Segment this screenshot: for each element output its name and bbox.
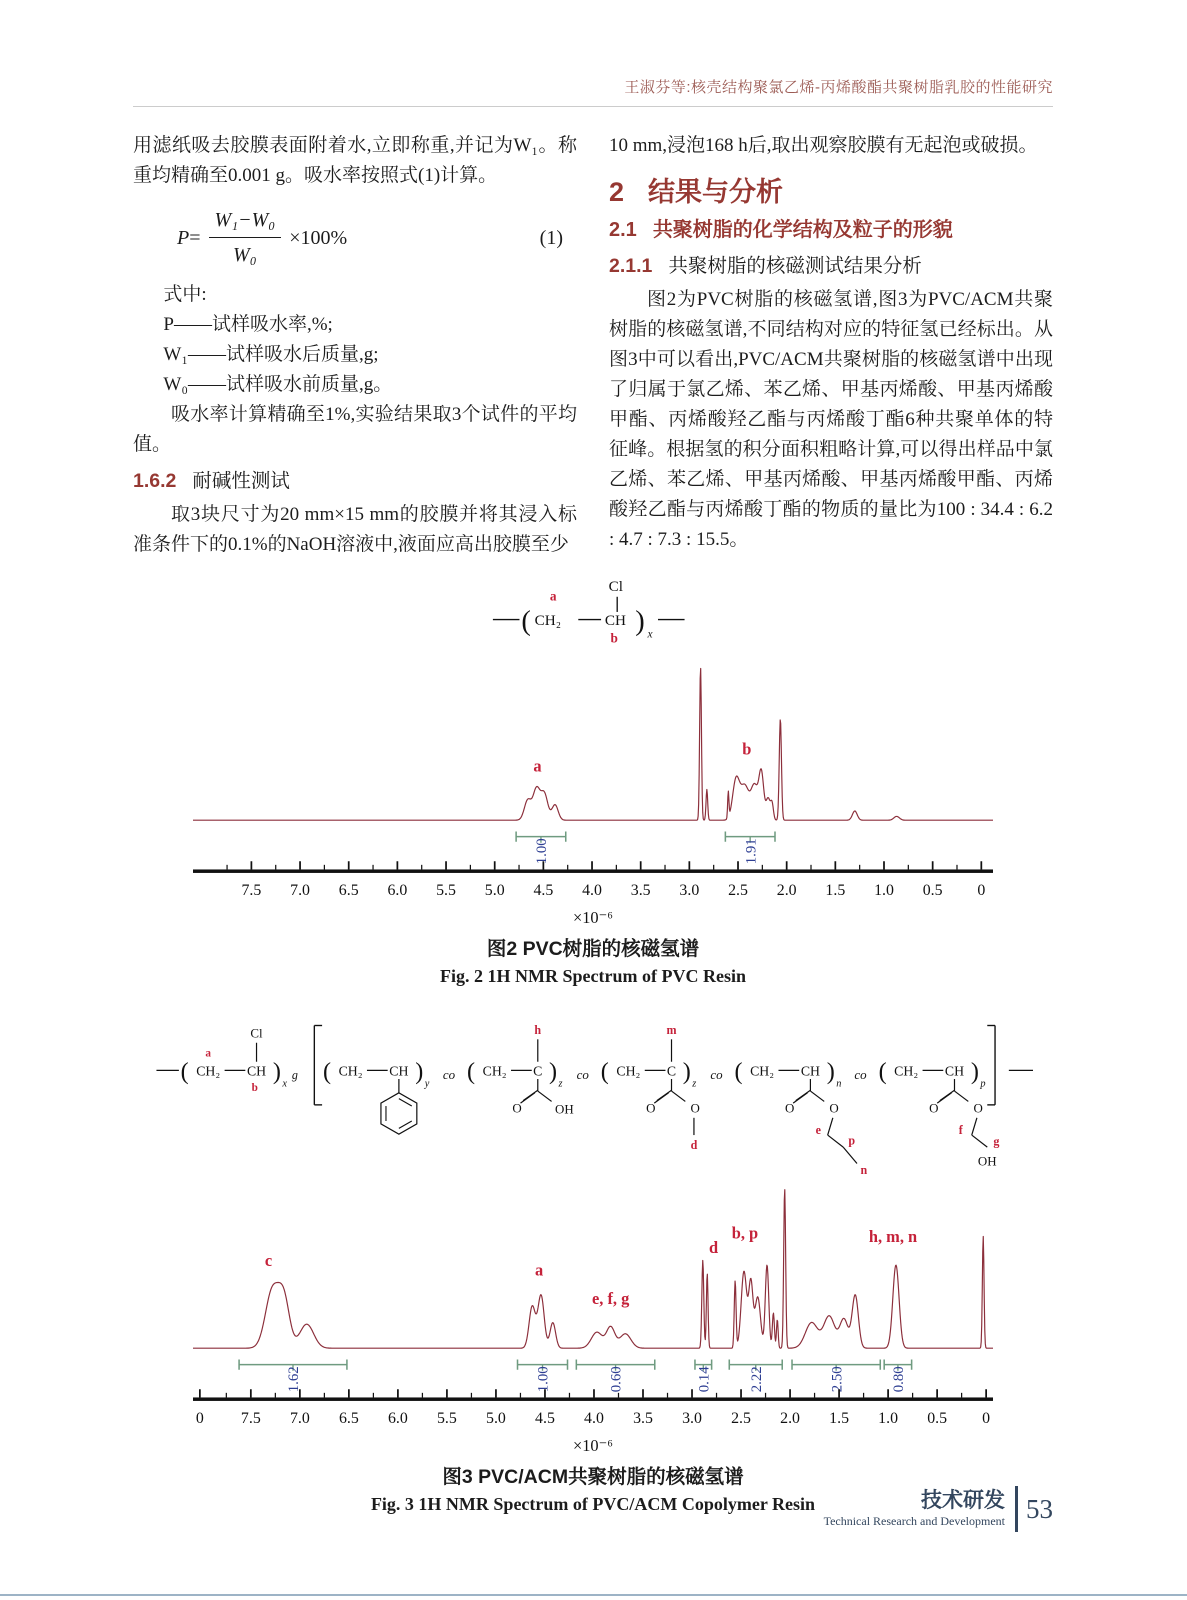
footer-section bbox=[824, 1490, 1005, 1529]
footer-section-en: Technical Research and Development bbox=[823, 1513, 1005, 1528]
heading-number: 2 bbox=[609, 177, 625, 207]
svg-text:p: p bbox=[848, 1133, 856, 1148]
fraction-numerator: W₁−W₀ bbox=[209, 205, 282, 238]
svg-text:(: ( bbox=[322, 1057, 332, 1085]
left-column bbox=[133, 131, 577, 560]
pvc-acm-nmr-spectrum bbox=[193, 1180, 993, 1459]
svg-text:O: O bbox=[646, 1100, 656, 1116]
svg-text:0.14: 0.14 bbox=[696, 1366, 713, 1393]
svg-text:(: ( bbox=[600, 1057, 609, 1085]
paragraph: 吸水率计算精确至1%,实验结果取3个试件的平均值。 bbox=[133, 404, 577, 455]
svg-text:2.0: 2.0 bbox=[776, 882, 797, 900]
svg-text:0: 0 bbox=[982, 1410, 991, 1428]
svg-text:n: n bbox=[860, 1162, 868, 1177]
svg-text:6.0: 6.0 bbox=[387, 1410, 408, 1428]
right-column bbox=[609, 131, 1053, 560]
svg-text:3.5: 3.5 bbox=[633, 1410, 653, 1428]
svg-text:): ) bbox=[415, 1057, 424, 1085]
paragraph: 取3块尺寸为20 mm×15 mm的胶膜并将其浸入标准条件下的0.1%的NaOH溶液中,液面应高出胶膜至少 bbox=[133, 504, 577, 555]
svg-text:c: c bbox=[264, 1250, 273, 1270]
svg-text:Cl: Cl bbox=[250, 1025, 263, 1041]
svg-text:6.5: 6.5 bbox=[338, 882, 359, 900]
definition-W0: W₀——试样吸水前质量,g。 bbox=[163, 374, 393, 395]
svg-text:x: x bbox=[282, 1078, 288, 1090]
svg-text:6.0: 6.0 bbox=[387, 882, 408, 900]
figure-2-caption-zh: 图2 PVC树脂的核磁氢谱 bbox=[486, 938, 700, 960]
svg-text:CH₂: CH₂ bbox=[616, 1063, 641, 1079]
svg-text:d: d bbox=[709, 1238, 719, 1258]
svg-text:CH₂: CH₂ bbox=[534, 612, 562, 630]
svg-text:0.5: 0.5 bbox=[927, 1410, 948, 1428]
svg-text:y: y bbox=[424, 1078, 430, 1090]
svg-text:CH: CH bbox=[944, 1063, 965, 1079]
svg-text:OH: OH bbox=[977, 1153, 997, 1169]
svg-text:): ) bbox=[635, 605, 645, 637]
heading-title: 共聚树脂的核磁测试结果分析 bbox=[668, 255, 922, 277]
svg-text:e, f, g: e, f, g bbox=[591, 1289, 630, 1309]
svg-text:CH₂: CH₂ bbox=[482, 1063, 507, 1079]
page-number: 53 bbox=[1026, 1493, 1053, 1524]
svg-text:CH: CH bbox=[389, 1063, 409, 1079]
formula-times: ×100% bbox=[289, 226, 348, 249]
paragraph: 图2为PVC树脂的核磁氢谱,图3为PVC/ACM共聚树脂的核磁氢谱,不同结构对应的特征氢已经标出。从图3中可以看出,PVC/ACM共聚树脂的核磁氢谱中出现了归属于氯乙烯、苯乙烯、甲基丙烯酸、甲基丙烯酸甲酯、丙烯酸羟乙酯与丙烯酸丁酯6种共聚单体的特征峰。根据氢的积分面积粗略计算,可以得出样品中氯乙烯、苯乙烯、甲基丙烯酸、甲基丙烯酸甲酯、丙烯酸羟乙酯与丙烯酸丁酯的物质的量比为100 : 34.4 : 6.2 : 4.7 : 7.3 : 15.5。 bbox=[609, 289, 1053, 550]
svg-text:co: co bbox=[576, 1066, 589, 1082]
svg-text:6.5: 6.5 bbox=[338, 1410, 359, 1428]
svg-text:1.91: 1.91 bbox=[743, 838, 760, 865]
svg-text:co: co bbox=[710, 1066, 723, 1082]
figure-3 bbox=[133, 1003, 1053, 1515]
equation-1 bbox=[177, 205, 577, 270]
two-column-text bbox=[133, 131, 1053, 560]
svg-text:a: a bbox=[533, 756, 542, 776]
formula-lhs: P bbox=[177, 226, 190, 249]
svg-text:7.0: 7.0 bbox=[290, 882, 310, 900]
svg-text:CH₂: CH₂ bbox=[338, 1063, 363, 1079]
svg-text:): ) bbox=[272, 1057, 281, 1085]
svg-text:4.0: 4.0 bbox=[584, 1410, 604, 1428]
svg-text:1.62: 1.62 bbox=[286, 1366, 303, 1393]
svg-text:1.00: 1.00 bbox=[535, 1366, 552, 1393]
figure-3-caption-zh: 图3 PVC/ACM共聚树脂的核磁氢谱 bbox=[442, 1466, 744, 1488]
svg-text:f: f bbox=[958, 1123, 963, 1138]
bottom-rule bbox=[0, 1594, 1187, 1596]
svg-text:5.0: 5.0 bbox=[486, 1410, 506, 1428]
svg-text:a: a bbox=[549, 588, 557, 604]
svg-text:3.5: 3.5 bbox=[630, 882, 651, 900]
svg-text:2.5: 2.5 bbox=[731, 1410, 751, 1428]
heading-number: 2.1.1 bbox=[609, 255, 653, 277]
svg-text:): ) bbox=[826, 1057, 835, 1085]
section-number: 1.6.2 bbox=[133, 470, 177, 492]
svg-text:m: m bbox=[666, 1023, 677, 1038]
svg-text:b: b bbox=[251, 1082, 258, 1095]
svg-text:4.5: 4.5 bbox=[533, 882, 554, 900]
svg-text:0.5: 0.5 bbox=[922, 882, 943, 900]
svg-text:O: O bbox=[829, 1100, 839, 1116]
svg-text:O: O bbox=[690, 1100, 700, 1116]
svg-text:0: 0 bbox=[195, 1410, 204, 1428]
svg-text:7.0: 7.0 bbox=[289, 1410, 310, 1428]
svg-text:5.5: 5.5 bbox=[436, 1410, 457, 1428]
svg-text:7.5: 7.5 bbox=[240, 1410, 261, 1428]
pvc-nmr-spectrum bbox=[193, 652, 993, 931]
svg-text:1.5: 1.5 bbox=[829, 1410, 850, 1428]
svg-text:×10⁻⁶: ×10⁻⁶ bbox=[572, 1435, 614, 1455]
pvc-structure-diagram bbox=[491, 570, 695, 652]
svg-text:g: g bbox=[993, 1134, 1000, 1149]
formula-eq: = bbox=[189, 226, 201, 249]
svg-text:2.0: 2.0 bbox=[780, 1410, 800, 1428]
svg-text:5.5: 5.5 bbox=[436, 882, 456, 900]
svg-text:p: p bbox=[980, 1078, 986, 1090]
svg-text:CH₂: CH₂ bbox=[196, 1063, 221, 1079]
svg-text:CH₂: CH₂ bbox=[894, 1063, 919, 1079]
svg-text:h: h bbox=[534, 1023, 542, 1038]
formula-fraction bbox=[209, 205, 282, 270]
svg-text:x: x bbox=[647, 628, 653, 641]
definition-P: P——试样吸水率,%; bbox=[163, 314, 333, 335]
svg-text:0.80: 0.80 bbox=[891, 1366, 908, 1393]
where-label: 式中: bbox=[163, 284, 207, 305]
svg-text:b, p: b, p bbox=[731, 1223, 759, 1243]
svg-text:g: g bbox=[291, 1067, 298, 1082]
heading-number: 2.1 bbox=[609, 219, 637, 241]
svg-text:b: b bbox=[610, 630, 618, 646]
svg-text:(: ( bbox=[878, 1057, 887, 1085]
equation-number: (1) bbox=[539, 226, 563, 249]
svg-text:O: O bbox=[512, 1100, 522, 1116]
svg-text:CH₂: CH₂ bbox=[750, 1063, 775, 1079]
svg-text:(: ( bbox=[467, 1057, 476, 1085]
svg-text:z: z bbox=[558, 1078, 563, 1090]
svg-text:): ) bbox=[549, 1057, 558, 1085]
svg-text:(: ( bbox=[734, 1057, 743, 1085]
paragraph: 用滤纸吸去胶膜表面附着水,立即称重,并记为W₁。称重均精确至0.001 g。吸水率按照式(1)计算。 bbox=[133, 135, 577, 186]
heading-2 bbox=[609, 177, 1053, 207]
svg-text:Cl: Cl bbox=[608, 578, 623, 596]
heading-title: 结果与分析 bbox=[648, 177, 784, 207]
svg-text:2.5: 2.5 bbox=[728, 882, 748, 900]
svg-text:4.5: 4.5 bbox=[535, 1410, 555, 1428]
svg-text:0.60: 0.60 bbox=[608, 1366, 625, 1393]
page-content bbox=[133, 0, 1053, 1515]
svg-text:h, m, n: h, m, n bbox=[868, 1226, 918, 1246]
svg-text:(: ( bbox=[180, 1057, 189, 1085]
svg-text:CH: CH bbox=[246, 1063, 267, 1079]
svg-text:3.0: 3.0 bbox=[679, 882, 700, 900]
section-1-6-2 bbox=[133, 466, 577, 496]
header-rule bbox=[133, 106, 1053, 107]
svg-text:1.0: 1.0 bbox=[878, 1410, 899, 1428]
svg-text:1.0: 1.0 bbox=[874, 882, 894, 900]
pvc-acm-structure-diagram bbox=[153, 1003, 1033, 1180]
svg-text:×10⁻⁶: ×10⁻⁶ bbox=[572, 907, 614, 927]
svg-text:4.0: 4.0 bbox=[582, 882, 602, 900]
svg-text:CH: CH bbox=[800, 1063, 820, 1079]
svg-text:O: O bbox=[929, 1100, 939, 1116]
heading-2-1 bbox=[609, 215, 1053, 245]
svg-text:C: C bbox=[533, 1063, 543, 1079]
svg-text:b: b bbox=[742, 739, 752, 759]
definition-W1: W₁——试样吸水后质量,g; bbox=[163, 344, 379, 365]
svg-text:z: z bbox=[692, 1078, 697, 1090]
footer-section-zh: 技术研发 bbox=[921, 1488, 1005, 1512]
svg-text:a: a bbox=[534, 1260, 544, 1280]
svg-text:co: co bbox=[854, 1066, 867, 1082]
figure-3-caption-en: Fig. 3 1H NMR Spectrum of PVC/ACM Copolymer Resin bbox=[370, 1494, 816, 1514]
svg-text:e: e bbox=[815, 1123, 821, 1138]
paragraph: 10 mm,浸泡168 h后,取出观察胶膜有无起泡或破损。 bbox=[609, 135, 1038, 156]
svg-text:O: O bbox=[973, 1100, 983, 1116]
svg-text:n: n bbox=[836, 1078, 842, 1090]
section-title: 耐碱性测试 bbox=[192, 470, 290, 492]
svg-text:0: 0 bbox=[977, 882, 986, 900]
svg-text:1.00: 1.00 bbox=[534, 838, 551, 865]
heading-2-1-1 bbox=[609, 251, 1053, 281]
page-footer bbox=[824, 1486, 1053, 1532]
svg-text:3.0: 3.0 bbox=[682, 1410, 702, 1428]
svg-text:7.5: 7.5 bbox=[241, 882, 262, 900]
svg-text:CH: CH bbox=[604, 612, 626, 630]
svg-text:): ) bbox=[682, 1057, 691, 1085]
footer-divider bbox=[1015, 1486, 1018, 1532]
fraction-denominator: W₀ bbox=[233, 244, 257, 266]
svg-text:2.50: 2.50 bbox=[829, 1366, 846, 1393]
svg-text:5.0: 5.0 bbox=[484, 882, 505, 900]
running-head: 王淑芬等:核壳结构聚氯乙烯-丙烯酸酯共聚树脂乳胶的性能研究 bbox=[624, 79, 1053, 96]
heading-title: 共聚树脂的化学结构及粒子的形貌 bbox=[652, 219, 953, 241]
svg-text:1.5: 1.5 bbox=[825, 882, 846, 900]
svg-text:d: d bbox=[690, 1137, 698, 1152]
svg-text:C: C bbox=[666, 1063, 677, 1079]
svg-text:): ) bbox=[970, 1057, 979, 1085]
svg-text:OH: OH bbox=[555, 1101, 574, 1117]
figure-2 bbox=[133, 570, 1053, 987]
svg-text:O: O bbox=[785, 1100, 795, 1116]
figure-2-caption-en: Fig. 2 1H NMR Spectrum of PVC Resin bbox=[440, 966, 746, 986]
svg-text:2.22: 2.22 bbox=[748, 1366, 765, 1393]
svg-text:co: co bbox=[442, 1066, 456, 1082]
svg-text:(: ( bbox=[521, 605, 531, 637]
svg-text:a: a bbox=[205, 1047, 212, 1060]
